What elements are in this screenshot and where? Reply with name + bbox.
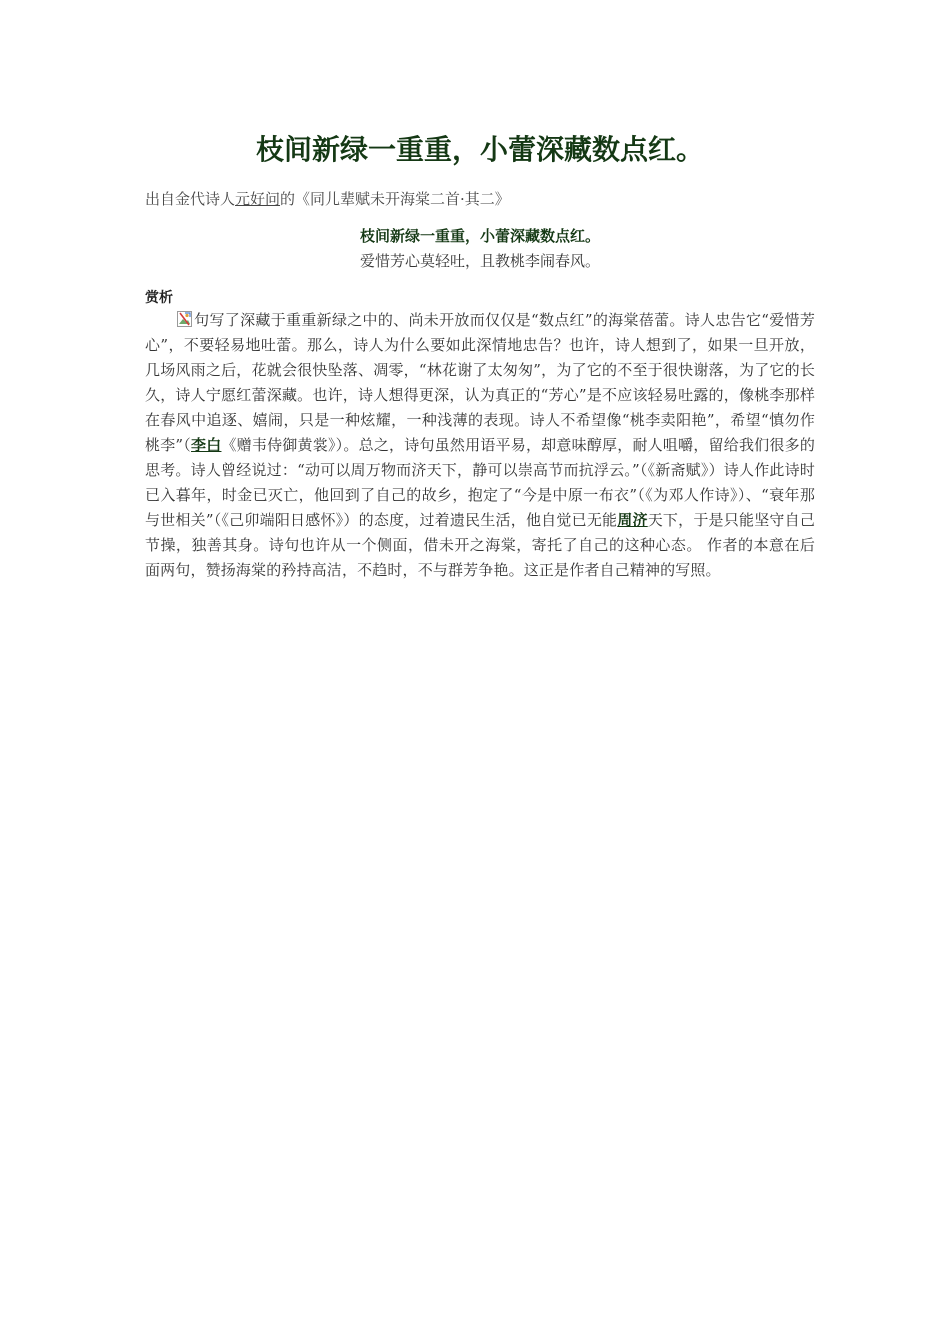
- link-zhou-ji[interactable]: 周济: [617, 511, 648, 529]
- document-page: [145, 128, 815, 583]
- source-prefix: 出自金代诗人: [145, 190, 236, 208]
- broken-image-icon: [177, 310, 192, 326]
- page-title: 枝间新绿一重重，小蕾深藏数点红。: [255, 133, 704, 166]
- source-suffix: 的《同儿辈赋未开海棠二首·其二》: [280, 190, 510, 208]
- analysis-text-3: 天下，于是只能坚守自己节操，独善其身。诗句也许从一个侧面，借未开之海棠，寄托了自己的这种心态。 作者的本意在后面两句，赞扬海棠的矜持高洁，不趋时，不与群芳争艳。这正是作者自己精神的写照。: [145, 511, 816, 579]
- source-line: [145, 188, 815, 210]
- poem-line-2: 爱惜芳心莫轻吐，且教桃李闹春风。: [359, 252, 600, 270]
- poem-block: [145, 224, 815, 274]
- analysis-text-2: 《赠韦侍御黄裳》）。总之，诗句虽然用语平易，却意味醇厚，耐人咀嚼，留给我们很多的思考。诗人曾经说过：“动可以周万物而济天下，静可以崇高节而抗浮云。”（《新斋赋》）诗人作此诗时已入暮年，时金已灭亡，他回到了自己的故乡，抱定了“今是中原一布衣”（《为邓人作诗》）、“衰年那与世相关”（《己卯端阳日感怀》）的态度，过着遗民生活，他自觉已无能: [145, 436, 815, 529]
- poet-link[interactable]: 元好问: [235, 190, 281, 208]
- analysis-paragraph: [145, 308, 815, 583]
- link-li-bai[interactable]: 李白: [191, 436, 222, 454]
- poem-line-1: 枝间新绿一重重，小蕾深藏数点红。: [359, 227, 600, 245]
- analysis-text-1: 句写了深藏于重重新绿之中的、尚未开放而仅仅是“数点红”的海棠蓓蕾。诗人忠告它“爱惜芳心”，不要轻易地吐蕾。那么，诗人为什么要如此深情地忠告？也许，诗人想到了，如果一旦开放，几场风雨之后，花就会很快坠落、凋零，“林花谢了太匆匆”，为了它的不至于很快谢落，为了它的长久，诗人宁愿红蕾深藏。也许，诗人想得更深，认为真正的“芳心”是不应该轻易吐露的，像桃李那样在春风中追逐、嬉闹，只是一种炫耀，一种浅薄的表现。诗人不希望像“桃李卖阳艳”，希望“慎勿作桃李”（: [145, 311, 815, 454]
- analysis-heading: 赏析: [145, 290, 173, 306]
